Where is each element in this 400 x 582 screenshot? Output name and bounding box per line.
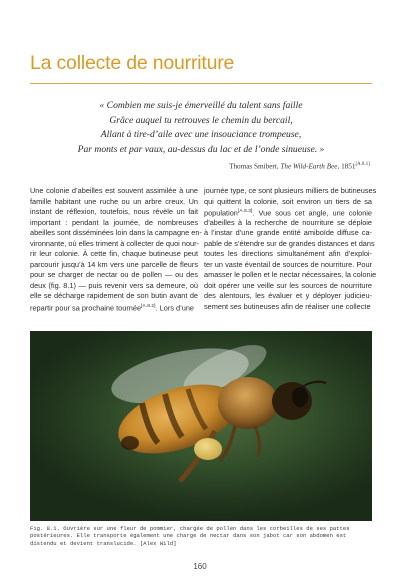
reference-marker: [A.8.2] <box>141 304 156 310</box>
body-text-segment: qui quittent la colonie, soit environ un tiers de sa <box>204 196 372 206</box>
body-text-line <box>204 197 372 208</box>
body-text-line <box>204 249 372 260</box>
reference-marker: [A.8.3] <box>237 209 253 215</box>
body-text-segment: ter un vaste éventail de sources de nourriture. Pour <box>204 259 372 269</box>
epigraph-attribution <box>120 162 370 170</box>
body-text-line <box>30 207 198 218</box>
bee-photograph <box>30 331 372 521</box>
poem-line: « Combien me suis-je émerveillé du talent sans faille <box>99 100 303 111</box>
poem-line: Par monts et par vaux, au-dessus du lac et de l’onde sinueuse. » <box>77 143 325 155</box>
body-text-segment: vironnante, où elles triment à collecter de quoi nour- <box>30 238 199 248</box>
body-text-segment: instant de réflexion, toutefois, nous révèle un fait <box>30 207 198 217</box>
pollen-load <box>194 438 222 460</box>
body-text-line <box>204 238 375 250</box>
attribution-author: Thomas Smibert, <box>229 162 279 171</box>
body-text-segment: doit opérer une veille sur les sources de nourriture <box>204 280 372 290</box>
attribution-year: , 1851 <box>337 162 356 171</box>
body-text-segment: à l’instar d’une grande entité amiboïde diffuse ca- <box>204 228 372 238</box>
poem-line: Allant à tire-d’aile avec une insouciance trompeuse, <box>100 129 302 141</box>
title-divider <box>30 83 372 84</box>
body-text-line <box>30 228 202 239</box>
body-text-segment: toutes les directions simultanément afin d’exploi- <box>204 249 372 259</box>
bee-leg <box>255 426 259 457</box>
body-text-segment: amasser le pollen et le nectar nécessaires, la colonie <box>204 270 377 280</box>
body-text-segment: repartir pour sa prochaine tournée <box>30 303 142 313</box>
bee-abdomen-tip <box>121 436 139 450</box>
body-text-segment: deux (fig. 8.1) — puis revenir vers sa demeure, où <box>30 280 198 290</box>
figure-caption <box>30 525 375 547</box>
page-number: 160 <box>193 562 207 571</box>
body-text-line <box>204 302 372 313</box>
body-text-line <box>204 260 372 271</box>
body-text-segment: Une colonie d’abeilles est souvent assimilée à une <box>30 186 198 195</box>
body-text-segment: famille habitant une ruche ou un arbre creux. Un <box>30 196 198 206</box>
body-text-left-column <box>30 186 202 313</box>
body-text-line <box>30 218 198 229</box>
body-text-segment: des alentours, les évaluer et y déployer judicieu- <box>204 291 372 301</box>
chapter-title: La collecte de nourriture <box>30 52 235 74</box>
body-text-segment: . Lors d’une <box>155 303 195 313</box>
flying-bee-illustration <box>30 331 372 521</box>
body-text-segment: journée type, ce sont plusieurs milliers de butineuses <box>204 186 377 195</box>
body-text-line <box>204 270 377 281</box>
body-text-segment: pour se charger de nectar ou de pollen — ou des <box>30 270 198 280</box>
body-text-segment: elle se décharge rapidement de son butin avant de <box>30 291 198 301</box>
body-text-segment: important : pendant la journée, de nombreuses <box>30 217 198 227</box>
body-text-segment: abeilles sont disséminées loin dans la campagne en- <box>30 228 202 238</box>
body-text-line <box>30 197 198 208</box>
bee-thorax <box>218 377 278 429</box>
caption-line: Fig. 8.1. Ouvrière sur une fleur de pommier, chargée de pollen dans les corbeilles de ses pattes <box>30 525 350 532</box>
poem-line: Grâce auquel tu retrouves le chemin du bercail, <box>109 114 293 126</box>
body-text-line <box>30 260 198 271</box>
body-text-line <box>30 186 198 197</box>
body-text-line <box>30 239 198 250</box>
body-text-segment: rir leur colonie. À cette fin, chaque butineuse peut <box>30 249 198 259</box>
body-text-line <box>204 281 372 292</box>
attribution-book: The Wild-Earth Bee <box>280 162 338 171</box>
body-text-line <box>204 291 372 302</box>
body-text-line <box>204 186 377 197</box>
bee-leg <box>220 426 235 461</box>
body-text-segment: parcourir jusqu’à 14 km vers une parcelle de fleurs <box>30 259 198 269</box>
attribution-reference: [A.8.1] <box>355 162 370 167</box>
body-text-line <box>204 218 372 229</box>
body-text-line <box>30 249 198 260</box>
body-text-segment: d’abeilles à la recherche de nourriture se déploie <box>204 217 372 227</box>
body-text-segment: sement ses butineuses afin de réaliser une collecte <box>204 302 371 312</box>
caption-line: distendu et devient translucide. [Alex Wild] <box>30 539 177 547</box>
body-text-line <box>30 281 198 292</box>
body-text-line <box>30 270 198 281</box>
body-text-line <box>204 228 372 239</box>
body-text-segment: population <box>204 208 238 218</box>
body-text-segment: pable de s’étendre sur de grandes distances et dans <box>204 238 375 248</box>
body-text-line <box>30 291 198 302</box>
bee-antenna <box>302 382 326 387</box>
epigraph-poem <box>34 99 368 157</box>
body-text-right-column <box>204 186 377 313</box>
caption-line: postérieures. Elle transporte également une charge de nectar dans son jabot car son abdomen est <box>30 532 347 540</box>
body-text-line <box>30 302 198 313</box>
body-text-segment: . Vue sous cet angle, une colonie <box>252 208 372 218</box>
bee-eye <box>292 387 308 407</box>
body-text-line <box>204 207 372 218</box>
